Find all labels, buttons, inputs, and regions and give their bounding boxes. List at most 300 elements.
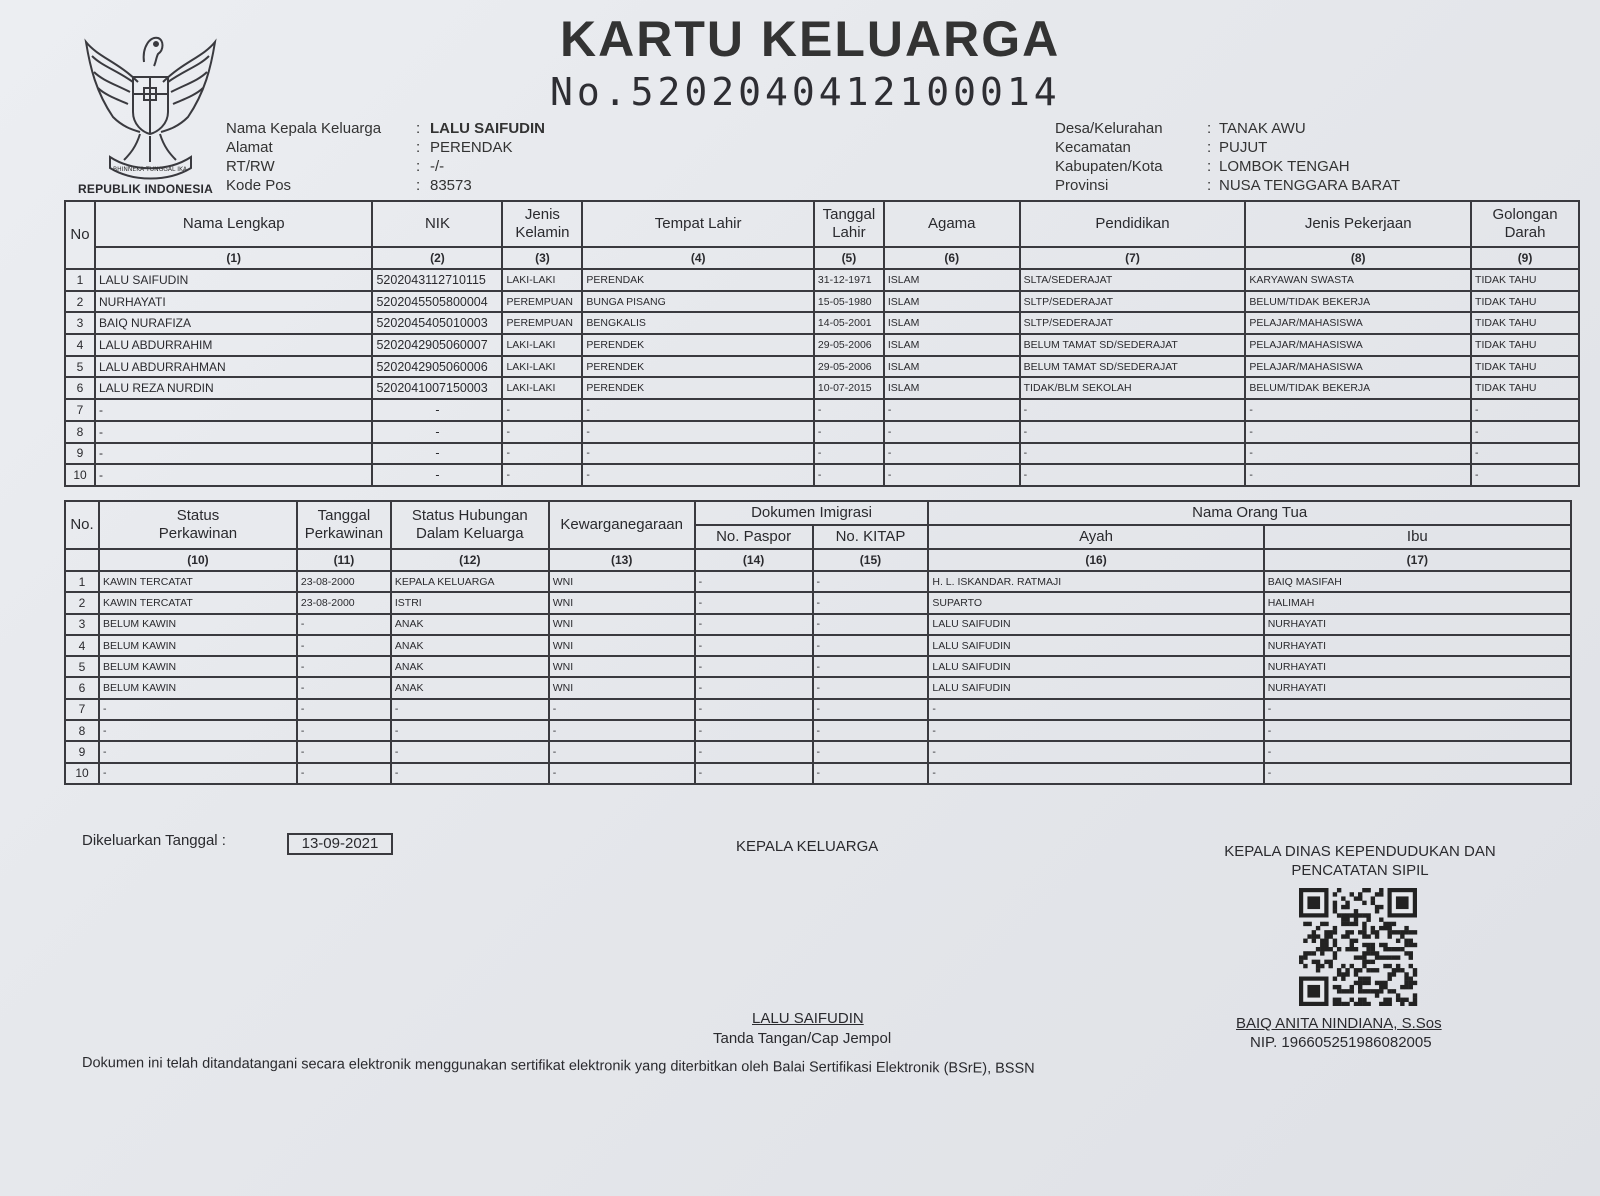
table-cell: NURHAYATI — [1264, 677, 1571, 698]
table-cell: 10 — [65, 763, 99, 784]
table-cell: 7 — [65, 399, 95, 421]
table-row — [65, 334, 1579, 356]
table-cell: - — [928, 699, 1263, 720]
header-left-value: LALU SAIFUDIN — [430, 120, 545, 137]
header-left-value: -/- — [430, 158, 445, 175]
table-cell: - — [884, 464, 1020, 486]
table-cell: 8 — [65, 720, 99, 741]
table-cell: PELAJAR/MAHASISWA — [1245, 334, 1471, 356]
table-cell: - — [814, 443, 884, 465]
table-cell: WNI — [549, 635, 695, 656]
col-header-ibu: Ibu — [1264, 525, 1571, 549]
table-cell: ANAK — [391, 677, 549, 698]
svg-text:BHINNEKA TUNGGAL IKA: BHINNEKA TUNGGAL IKA — [113, 166, 187, 173]
col-header-no: No. — [65, 501, 99, 549]
header-right-label: Kabupaten/Kota — [1055, 158, 1163, 175]
header-right-row — [1055, 157, 1400, 176]
table-cell: LALU ABDURRAHMAN — [95, 356, 373, 378]
table-cell: - — [1245, 464, 1471, 486]
table-cell: 6 — [65, 677, 99, 698]
header-right-label: Provinsi — [1055, 177, 1109, 194]
table-cell: - — [695, 699, 813, 720]
table-cell: - — [928, 741, 1263, 762]
table-cell: - — [813, 656, 929, 677]
col-number: (3) — [502, 247, 582, 269]
table-cell: - — [502, 421, 582, 443]
signature-caption: Tanda Tangan/Cap Jempol — [713, 1030, 892, 1047]
table-cell: WNI — [549, 571, 695, 592]
table-cell: BELUM/TIDAK BEKERJA — [1245, 377, 1471, 399]
table-row — [65, 312, 1579, 334]
table-cell: 5202042905060006 — [372, 356, 502, 378]
kepala-keluarga-name: LALU SAIFUDIN — [752, 1010, 864, 1027]
table-cell: - — [297, 677, 391, 698]
table-cell: - — [814, 399, 884, 421]
table-cell: 23-08-2000 — [297, 592, 391, 613]
col-number: (17) — [1264, 549, 1571, 571]
table-cell: LALU SAIFUDIN — [928, 677, 1263, 698]
table-cell: PERENDAK — [582, 269, 814, 291]
table-cell: BELUM KAWIN — [99, 656, 297, 677]
table-cell: - — [391, 763, 549, 784]
garuda-emblem-icon — [78, 22, 223, 187]
document-number: No.5202040412100014 — [550, 70, 1061, 114]
table-cell: 3 — [65, 614, 99, 635]
table-cell: 5 — [65, 356, 95, 378]
status-table — [64, 500, 1572, 785]
table-cell: - — [99, 720, 297, 741]
table-cell: - — [695, 635, 813, 656]
table-row — [65, 356, 1579, 378]
table-cell: PELAJAR/MAHASISWA — [1245, 312, 1471, 334]
table-cell: TIDAK TAHU — [1471, 377, 1579, 399]
table-cell: - — [695, 720, 813, 741]
table-cell: - — [695, 571, 813, 592]
table-row — [65, 677, 1571, 698]
table-cell: KARYAWAN SWASTA — [1245, 269, 1471, 291]
table-cell: - — [814, 464, 884, 486]
table-cell: WNI — [549, 656, 695, 677]
table-cell: LALU SAIFUDIN — [928, 614, 1263, 635]
table-cell: ISLAM — [884, 334, 1020, 356]
header-left-label: Kode Pos — [226, 177, 292, 194]
table-cell: - — [99, 763, 297, 784]
table-cell: PEREMPUAN — [502, 291, 582, 313]
table-cell: PERENDEK — [582, 334, 814, 356]
table-cell: 9 — [65, 443, 95, 465]
header-info-right — [1055, 119, 1400, 195]
header-left-label: Nama Kepala Keluarga — [226, 120, 382, 137]
table-cell: BELUM TAMAT SD/SEDERAJAT — [1020, 334, 1246, 356]
table-cell: 2 — [65, 592, 99, 613]
table-row — [65, 377, 1579, 399]
table-cell: - — [297, 635, 391, 656]
table-row — [65, 656, 1571, 677]
col-number: (6) — [884, 247, 1020, 269]
col-number: (14) — [695, 549, 813, 571]
table-cell: - — [99, 741, 297, 762]
col-header-ayah: Ayah — [928, 525, 1263, 549]
table-cell: - — [928, 720, 1263, 741]
table-cell: 5202042905060007 — [372, 334, 502, 356]
header-right-value: PUJUT — [1219, 139, 1268, 156]
table-cell: SUPARTO — [928, 592, 1263, 613]
table-cell: BUNGA PISANG — [582, 291, 814, 313]
col-header: No — [65, 201, 95, 269]
col-header-nama-orang-tua: Nama Orang Tua — [928, 501, 1571, 525]
table-cell: - — [1471, 399, 1579, 421]
colon-separator: : — [1207, 177, 1212, 194]
table-cell: KEPALA KELUARGA — [391, 571, 549, 592]
table-cell: 4 — [65, 334, 95, 356]
table-cell: - — [297, 614, 391, 635]
table-cell: SLTP/SEDERAJAT — [1020, 291, 1246, 313]
document-title: KARTU KELUARGA — [560, 11, 1061, 67]
table-cell: - — [297, 741, 391, 762]
table-cell: KAWIN TERCATAT — [99, 571, 297, 592]
col-header-status-hubungan: Status Hubungan Dalam Keluarga — [391, 501, 549, 549]
col-number: (12) — [391, 549, 549, 571]
col-header: Tempat Lahir — [582, 201, 814, 247]
table-row — [65, 571, 1571, 592]
table-cell: 9 — [65, 741, 99, 762]
col-number: (2) — [372, 247, 502, 269]
col-header: Pendidikan — [1020, 201, 1246, 247]
table-cell: 15-05-1980 — [814, 291, 884, 313]
table-cell: BELUM KAWIN — [99, 614, 297, 635]
col-header-no-paspor: No. Paspor — [695, 525, 813, 549]
table-row — [65, 443, 1579, 465]
table-cell: - — [582, 443, 814, 465]
table-cell: TIDAK TAHU — [1471, 356, 1579, 378]
col-header: Golongan Darah — [1471, 201, 1579, 247]
table-cell: - — [372, 421, 502, 443]
header-left-label: RT/RW — [226, 158, 275, 175]
table-cell: LAKI-LAKI — [502, 334, 582, 356]
table-cell: LALU REZA NURDIN — [95, 377, 373, 399]
table-cell: - — [928, 763, 1263, 784]
table-cell: PERENDEK — [582, 356, 814, 378]
table-cell: - — [695, 614, 813, 635]
table-cell: BAIQ MASIFAH — [1264, 571, 1571, 592]
table-row — [65, 614, 1571, 635]
table-cell: ISLAM — [884, 377, 1020, 399]
table-row — [65, 399, 1579, 421]
header-left-row — [226, 157, 545, 176]
table-cell: ANAK — [391, 614, 549, 635]
table-cell: 10 — [65, 464, 95, 486]
table-row — [65, 269, 1579, 291]
table-cell: 5 — [65, 656, 99, 677]
table-cell: SLTP/SEDERAJAT — [1020, 312, 1246, 334]
table-cell: 6 — [65, 377, 95, 399]
table-cell: - — [813, 720, 929, 741]
table-row — [65, 699, 1571, 720]
header-right-value: TANAK AWU — [1219, 120, 1306, 137]
table-cell: WNI — [549, 592, 695, 613]
table-cell: - — [549, 741, 695, 762]
table-cell: 2 — [65, 291, 95, 313]
table-cell: LAKI-LAKI — [502, 269, 582, 291]
table-cell: TIDAK TAHU — [1471, 334, 1579, 356]
col-number: (15) — [813, 549, 929, 571]
table-cell: - — [372, 399, 502, 421]
col-header: Jenis Pekerjaan — [1245, 201, 1471, 247]
table-cell: - — [695, 763, 813, 784]
col-number: (5) — [814, 247, 884, 269]
table-cell: - — [813, 699, 929, 720]
col-number: (9) — [1471, 247, 1579, 269]
kepala-keluarga-title: KEPALA KELUARGA — [736, 838, 879, 855]
table-cell: - — [695, 677, 813, 698]
table-cell: 31-12-1971 — [814, 269, 884, 291]
table-cell: - — [372, 443, 502, 465]
colon-separator: : — [416, 120, 421, 137]
table-cell: - — [1245, 421, 1471, 443]
table-cell: LALU SAIFUDIN — [928, 635, 1263, 656]
table-cell: - — [1264, 720, 1571, 741]
col-header-no-kitap: No. KITAP — [813, 525, 929, 549]
header-right-label: Kecamatan — [1055, 139, 1131, 156]
table-cell: 5202045405010003 — [372, 312, 502, 334]
table-cell: - — [813, 614, 929, 635]
col-number: (11) — [297, 549, 391, 571]
table-cell: 5202045505800004 — [372, 291, 502, 313]
table-cell: - — [1264, 699, 1571, 720]
table-cell: ISLAM — [884, 356, 1020, 378]
col-number: (4) — [582, 247, 814, 269]
header-right-row — [1055, 138, 1400, 157]
col-number: (10) — [99, 549, 297, 571]
table-cell: 5202043112710115 — [372, 269, 502, 291]
table-cell: BELUM KAWIN — [99, 635, 297, 656]
table-row — [65, 720, 1571, 741]
col-header-dokumen-imigrasi: Dokumen Imigrasi — [695, 501, 929, 525]
table-row — [65, 741, 1571, 762]
table-cell: - — [297, 656, 391, 677]
table-cell: - — [1020, 399, 1246, 421]
table-cell: - — [502, 399, 582, 421]
table-cell: TIDAK/BLM SEKOLAH — [1020, 377, 1246, 399]
header-right-row — [1055, 119, 1400, 138]
table-cell: LAKI-LAKI — [502, 377, 582, 399]
table-cell: BENGKALIS — [582, 312, 814, 334]
table-cell: LALU SAIFUDIN — [928, 656, 1263, 677]
col-number: (7) — [1020, 247, 1246, 269]
header-left-value: PERENDAK — [430, 139, 513, 156]
members-table — [64, 200, 1580, 487]
table-cell: - — [813, 635, 929, 656]
table-cell: 29-05-2006 — [814, 334, 884, 356]
table-cell: - — [549, 763, 695, 784]
table-cell: - — [297, 699, 391, 720]
table-cell: ANAK — [391, 635, 549, 656]
table-cell: - — [502, 464, 582, 486]
emblem-caption: REPUBLIK INDONESIA — [78, 182, 213, 196]
table-cell: 3 — [65, 312, 95, 334]
table-cell: - — [95, 399, 373, 421]
table-cell: WNI — [549, 677, 695, 698]
col-header: Jenis Kelamin — [502, 201, 582, 247]
table-cell: - — [95, 421, 373, 443]
table-cell: - — [695, 656, 813, 677]
table-cell: - — [813, 571, 929, 592]
table-cell: - — [813, 677, 929, 698]
table-row — [65, 763, 1571, 784]
table-cell: BELUM/TIDAK BEKERJA — [1245, 291, 1471, 313]
col-header: Tanggal Lahir — [814, 201, 884, 247]
table-cell: - — [884, 421, 1020, 443]
header-left-row — [226, 138, 545, 157]
table-cell: 1 — [65, 571, 99, 592]
header-right-value: NUSA TENGGARA BARAT — [1219, 177, 1401, 194]
dinas-official-nip: NIP. 196605251986082005 — [1250, 1034, 1432, 1051]
table-cell: NURHAYATI — [1264, 635, 1571, 656]
table-cell: - — [1471, 443, 1579, 465]
header-info-left — [226, 119, 545, 195]
col-header: Nama Lengkap — [95, 201, 373, 247]
table-cell: - — [95, 464, 373, 486]
table-cell: - — [1471, 421, 1579, 443]
table-cell: PERENDEK — [582, 377, 814, 399]
dinas-official-name: BAIQ ANITA NINDIANA, S.Sos — [1236, 1015, 1442, 1032]
table-cell: - — [884, 399, 1020, 421]
table-cell: NURHAYATI — [1264, 614, 1571, 635]
col-header-status-perkawinan: Status Perkawinan — [99, 501, 297, 549]
issued-date-value: 13-09-2021 — [287, 833, 393, 855]
table-row — [65, 291, 1579, 313]
table-cell: - — [582, 464, 814, 486]
colon-separator: : — [1207, 120, 1212, 137]
electronic-signature-disclaimer: Dokumen ini telah ditandatangani secara elektronik menggunakan sertifikat elektronik yang diterbitkan oleh Balai Sertifikasi Elektronik (BSrE), BSSN — [81, 1055, 1035, 1077]
header-right-label: Desa/Kelurahan — [1055, 120, 1163, 137]
table-cell: - — [391, 741, 549, 762]
table-cell: - — [1020, 443, 1246, 465]
header-left-value: 83573 — [430, 177, 472, 194]
table-cell: KAWIN TERCATAT — [99, 592, 297, 613]
table-cell: NURHAYATI — [95, 291, 373, 313]
table-cell: - — [1020, 464, 1246, 486]
table-cell: 7 — [65, 699, 99, 720]
table-cell: ISLAM — [884, 269, 1020, 291]
dinas-title: KEPALA DINAS KEPENDUDUKAN DAN PENCATATAN SIPIL — [1224, 843, 1496, 879]
table-cell: PEREMPUAN — [502, 312, 582, 334]
table-row — [65, 635, 1571, 656]
col-number-empty — [65, 549, 99, 571]
qr-code-icon — [1288, 888, 1428, 1006]
col-number: (8) — [1245, 247, 1471, 269]
table-cell: - — [549, 720, 695, 741]
table-cell: PELAJAR/MAHASISWA — [1245, 356, 1471, 378]
col-header: Agama — [884, 201, 1020, 247]
table-cell: ISLAM — [884, 291, 1020, 313]
header-right-value: LOMBOK TENGAH — [1219, 158, 1350, 175]
table-cell: - — [99, 699, 297, 720]
colon-separator: : — [416, 177, 421, 194]
table-cell: - — [1245, 399, 1471, 421]
header-right-row — [1055, 176, 1400, 195]
table-row — [65, 464, 1579, 486]
table-row — [65, 592, 1571, 613]
header-left-row — [226, 119, 545, 138]
colon-separator: : — [416, 158, 421, 175]
table-cell: - — [582, 399, 814, 421]
table-cell: - — [1020, 421, 1246, 443]
colon-separator: : — [1207, 158, 1212, 175]
table-cell: - — [297, 763, 391, 784]
table-cell: - — [1264, 763, 1571, 784]
table-cell: BAIQ NURAFIZA — [95, 312, 373, 334]
table-cell: - — [95, 443, 373, 465]
table-cell: 10-07-2015 — [814, 377, 884, 399]
col-header-kewarganegaraan: Kewarganegaraan — [549, 501, 695, 549]
table-cell: SLTA/SEDERAJAT — [1020, 269, 1246, 291]
table-cell: ISTRI — [391, 592, 549, 613]
table-cell: - — [884, 443, 1020, 465]
colon-separator: : — [1207, 139, 1212, 156]
table-cell: 8 — [65, 421, 95, 443]
table-cell: WNI — [549, 614, 695, 635]
table-cell: 1 — [65, 269, 95, 291]
table-cell: 29-05-2006 — [814, 356, 884, 378]
table-cell: H. L. ISKANDAR. RATMAJI — [928, 571, 1263, 592]
table-cell: 23-08-2000 — [297, 571, 391, 592]
col-number: (16) — [928, 549, 1263, 571]
col-header-tanggal-perkawinan: Tanggal Perkawinan — [297, 501, 391, 549]
table-cell: ISLAM — [884, 312, 1020, 334]
table-cell: - — [813, 763, 929, 784]
table-cell: - — [695, 741, 813, 762]
table-cell: - — [582, 421, 814, 443]
table-cell: BELUM TAMAT SD/SEDERAJAT — [1020, 356, 1246, 378]
header-left-row — [226, 176, 545, 195]
col-number: (1) — [95, 247, 373, 269]
table-cell: BELUM KAWIN — [99, 677, 297, 698]
table-cell: TIDAK TAHU — [1471, 269, 1579, 291]
table-cell: - — [502, 443, 582, 465]
table-cell: LAKI-LAKI — [502, 356, 582, 378]
table-cell: 5202041007150003 — [372, 377, 502, 399]
issued-date-label: Dikeluarkan Tanggal : — [82, 832, 226, 849]
table-cell: - — [549, 699, 695, 720]
table-cell: - — [372, 464, 502, 486]
table-cell: - — [391, 720, 549, 741]
table-cell: - — [297, 720, 391, 741]
table-cell: - — [1264, 741, 1571, 762]
table-cell: - — [695, 592, 813, 613]
table-cell: - — [814, 421, 884, 443]
header-left-label: Alamat — [226, 139, 273, 156]
colon-separator: : — [416, 139, 421, 156]
table-cell: - — [1471, 464, 1579, 486]
table-cell: - — [391, 699, 549, 720]
table-cell: - — [813, 741, 929, 762]
table-cell: - — [813, 592, 929, 613]
col-header: NIK — [372, 201, 502, 247]
table-cell: TIDAK TAHU — [1471, 291, 1579, 313]
table-cell: HALIMAH — [1264, 592, 1571, 613]
table-cell: ANAK — [391, 656, 549, 677]
table-cell: LALU ABDURRAHIM — [95, 334, 373, 356]
table-cell: NURHAYATI — [1264, 656, 1571, 677]
col-number: (13) — [549, 549, 695, 571]
table-cell: LALU SAIFUDIN — [95, 269, 373, 291]
table-row — [65, 421, 1579, 443]
table-cell: 14-05-2001 — [814, 312, 884, 334]
table-cell: - — [1245, 443, 1471, 465]
table-cell: TIDAK TAHU — [1471, 312, 1579, 334]
table-cell: 4 — [65, 635, 99, 656]
